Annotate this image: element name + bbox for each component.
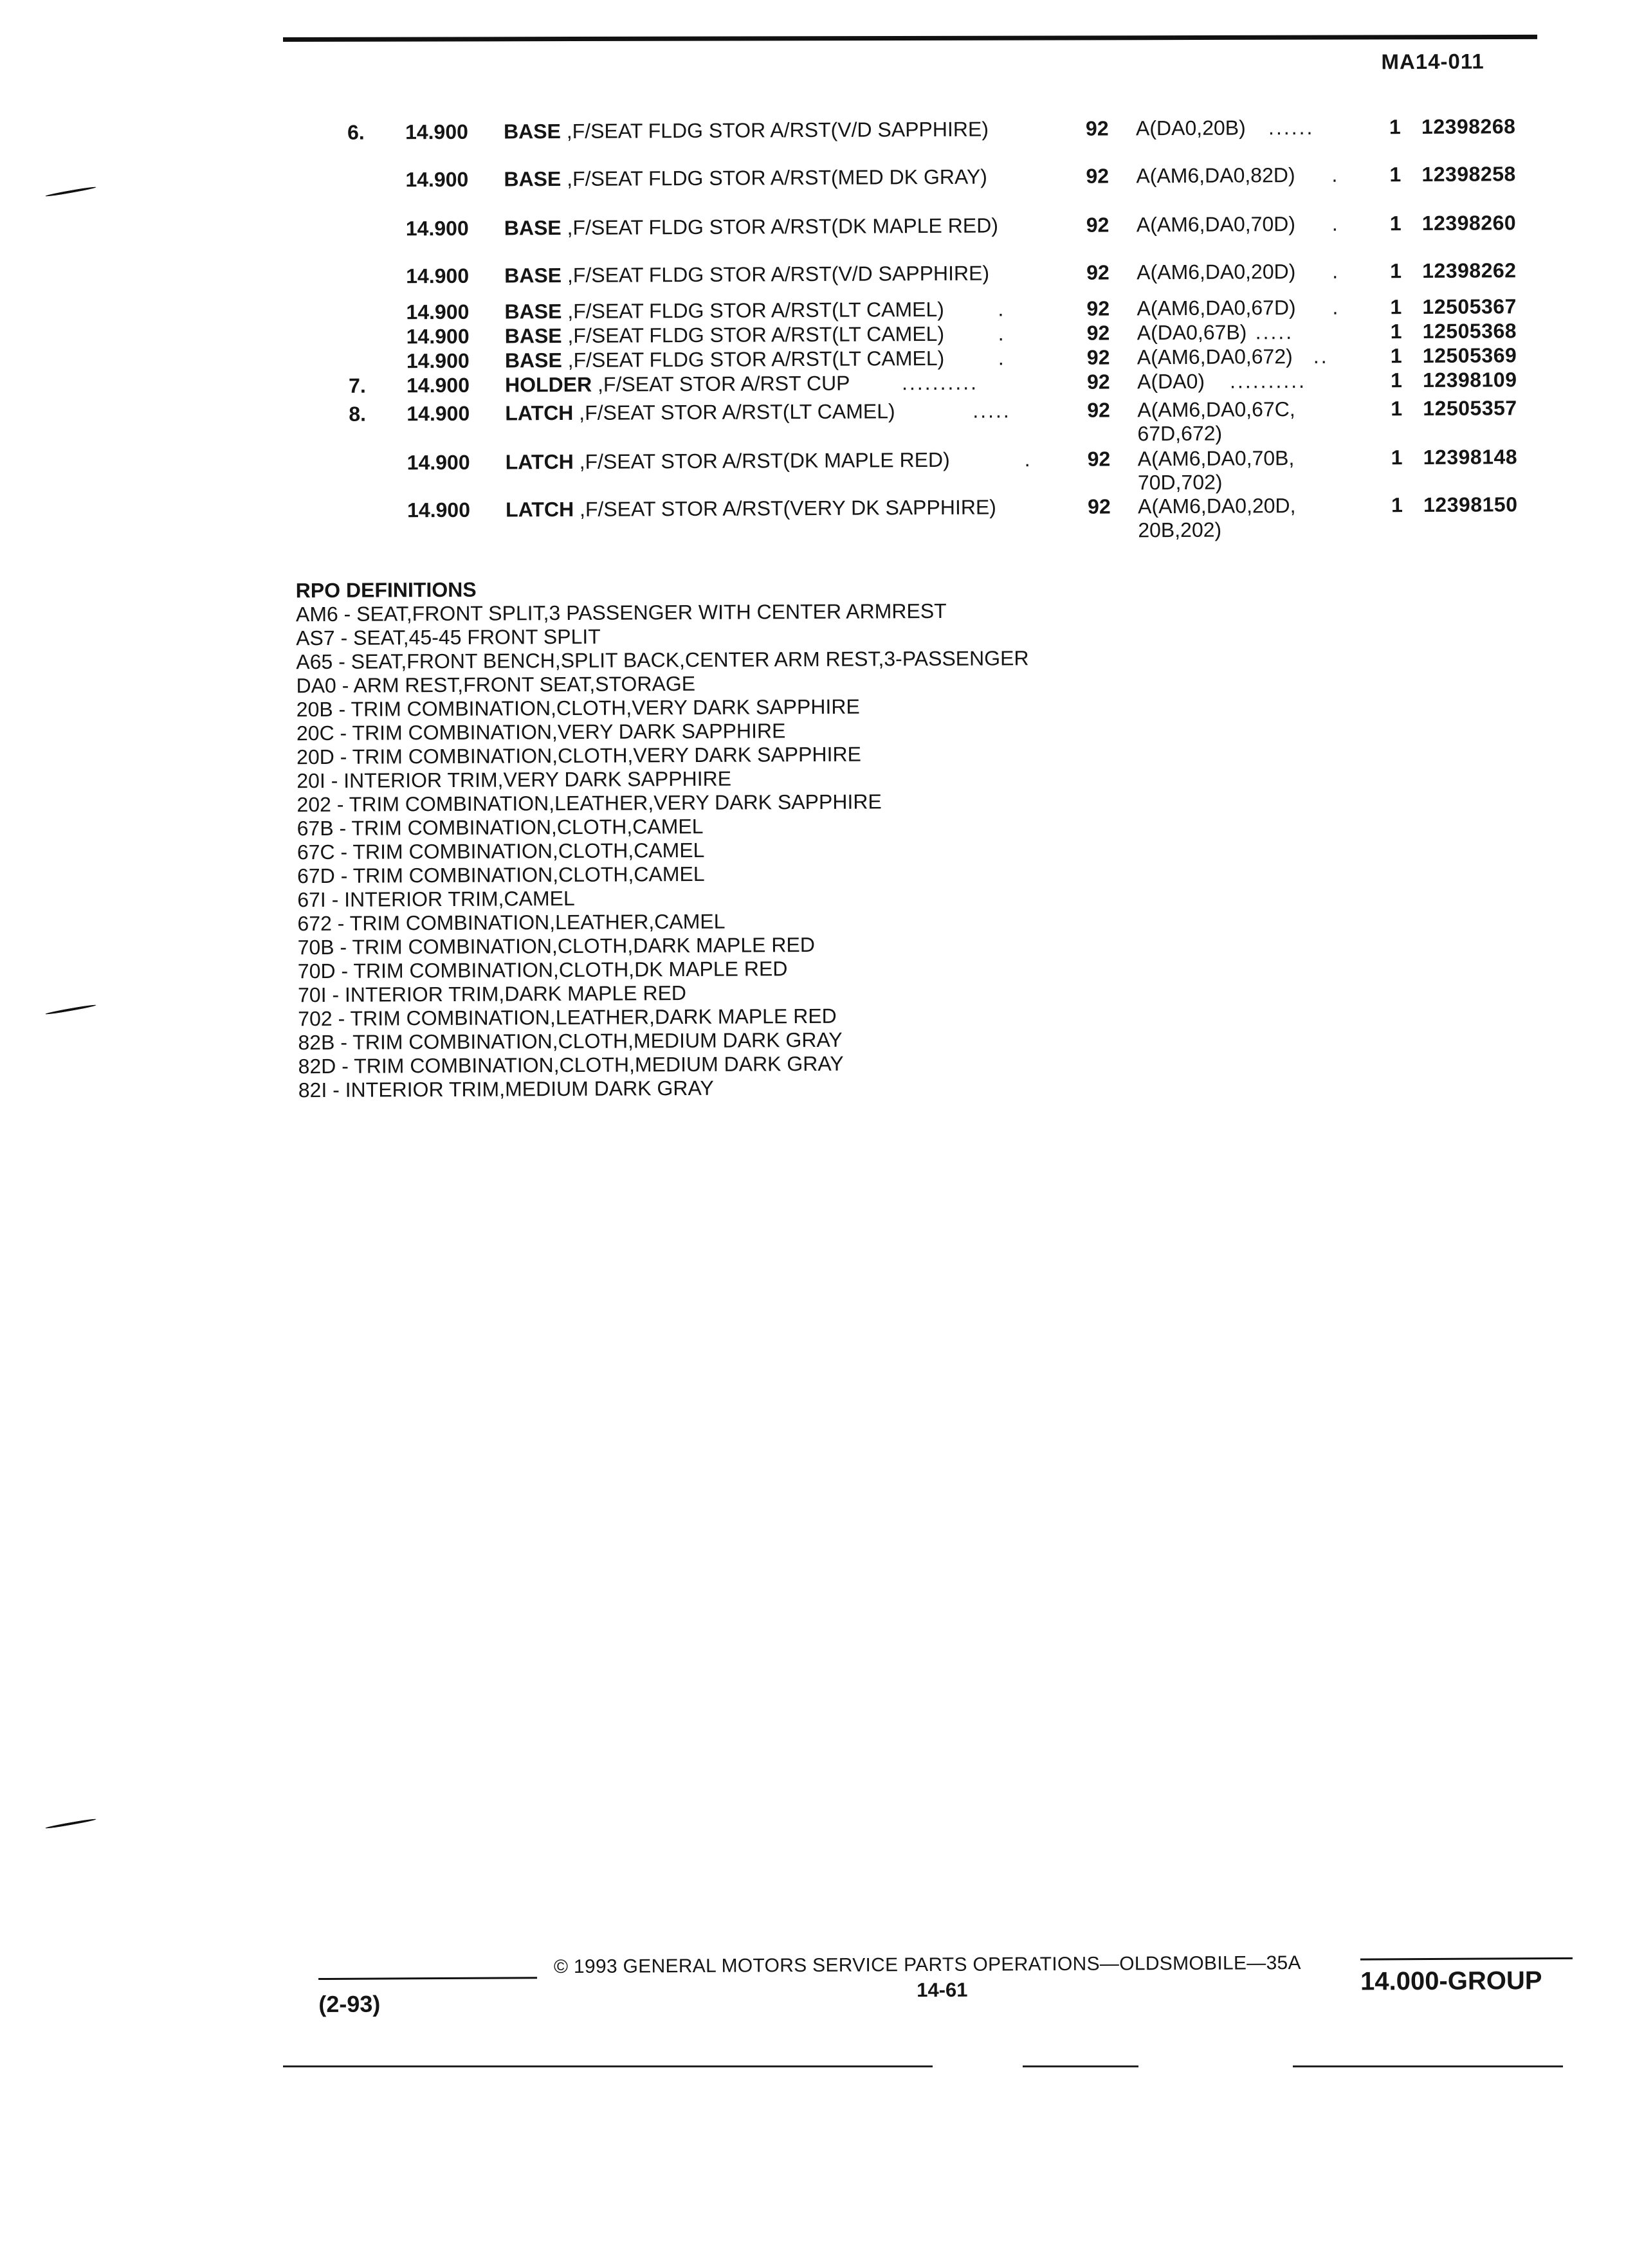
part-number: 12398260 (1422, 211, 1517, 235)
body-code: 92 (1087, 399, 1110, 422)
copyright-line: © 1993 GENERAL MOTORS SERVICE PARTS OPERATIONS—OLDSMOBILE—35A (554, 1952, 1301, 1978)
usage-code: A(AM6,DA0,67D) (1137, 295, 1368, 320)
body-code: 92 (1086, 117, 1109, 141)
rpo-item: 70B - TRIM COMBINATION,CLOTH,DARK MAPLE RED (298, 932, 1030, 959)
part-name: BASE (504, 120, 561, 143)
parts-row (1, 210, 1626, 219)
part-description (504, 261, 1070, 288)
rpo-item: 67D - TRIM COMBINATION,CLOTH,CAMEL (297, 860, 1030, 888)
rpo-item: 67B - TRIM COMBINATION,CLOTH,CAMEL (297, 813, 1030, 840)
parts-row (0, 114, 1626, 122)
leader-dots: . (1332, 260, 1340, 284)
bottom-rule-middle (1023, 2065, 1138, 2067)
leader-dots: . (1332, 296, 1340, 320)
quantity: 1 (1391, 368, 1402, 392)
rpo-item: AS7 - SEAT,45-45 FRONT SPLIT (296, 622, 1028, 650)
part-number: 12398148 (1423, 445, 1518, 469)
quantity: 1 (1390, 259, 1402, 283)
group-number: 14.900 (407, 451, 470, 475)
leader-dots: .. (1313, 345, 1329, 368)
body-code: 92 (1088, 495, 1111, 519)
part-number: 12398150 (1423, 493, 1518, 517)
parts-list (0, 0, 1625, 5)
leader-dots: . (998, 297, 1005, 321)
part-detail: ,F/SEAT FLDG STOR A/RST(LT CAMEL) (567, 298, 944, 323)
leader-dots: ..... (973, 399, 1011, 422)
part-detail: ,F/SEAT FLDG STOR A/RST(MED DK GRAY) (567, 165, 987, 190)
group-number: 14.900 (406, 374, 470, 398)
part-detail: ,F/SEAT FLDG STOR A/RST(LT CAMEL) (567, 322, 944, 347)
bottom-rule-right (1293, 2065, 1563, 2067)
group-number: 14.900 (406, 217, 469, 241)
rpo-item: 82B - TRIM COMBINATION,CLOTH,MEDIUM DARK GRAY (298, 1027, 1030, 1055)
usage-code: A(AM6,DA0,70B, 70D,702) (1138, 446, 1369, 494)
item-ref-number: 6. (347, 120, 386, 144)
part-description (504, 117, 1070, 144)
usage-code: A(DA0,67B) (1137, 320, 1369, 345)
page-number: 14-61 (917, 1979, 967, 2002)
leader-dots: . (998, 346, 1006, 370)
rpo-item: 672 - TRIM COMBINATION,LEATHER,CAMEL (297, 908, 1030, 936)
part-name: BASE (504, 216, 562, 239)
body-code: 92 (1086, 261, 1110, 285)
rpo-item: 70D - TRIM COMBINATION,CLOTH,DK MAPLE RED (298, 956, 1030, 983)
part-description (504, 213, 1070, 240)
usage-code: A(AM6,DA0,20D, 20B,202) (1138, 493, 1369, 542)
group-number: 14.900 (406, 325, 470, 349)
part-name: BASE (504, 167, 561, 190)
quantity: 1 (1391, 344, 1402, 368)
part-detail: ,F/SEAT STOR A/RST(DK MAPLE RED) (580, 448, 950, 473)
rpo-item: 202 - TRIM COMBINATION,LEATHER,VERY DARK SAPPHIRE (297, 789, 1029, 817)
part-number: 12505357 (1423, 396, 1517, 421)
usage-code: A(AM6,DA0,82D) (1136, 163, 1367, 188)
rpo-item: 67I - INTERIOR TRIM,CAMEL (297, 884, 1030, 912)
part-number: 12398109 (1423, 368, 1517, 392)
usage-code: A(DA0) (1137, 368, 1369, 394)
body-code: 92 (1087, 370, 1110, 394)
item-ref-number: 7. (349, 374, 387, 397)
group-number: 14.900 (406, 349, 470, 374)
part-description (505, 399, 895, 425)
leader-dots: ..... (1256, 320, 1294, 344)
part-name: BASE (505, 324, 562, 347)
item-ref-number: 8. (349, 402, 387, 426)
part-description (505, 347, 945, 373)
part-name: HOLDER (505, 373, 592, 397)
part-description (506, 495, 1072, 522)
group-number: 14.900 (405, 168, 468, 192)
quantity: 1 (1391, 446, 1403, 469)
rpo-item: 20I - INTERIOR TRIM,VERY DARK SAPPHIRE (297, 765, 1029, 793)
rpo-item: AM6 - SEAT,FRONT SPLIT,3 PASSENGER WITH CENTER ARMREST (296, 599, 1028, 626)
leader-dots: . (1332, 212, 1340, 236)
body-code: 92 (1088, 448, 1111, 471)
part-number: 12398262 (1422, 259, 1517, 283)
parts-row (2, 492, 1626, 500)
group-number: 14.900 (406, 300, 469, 325)
part-name: LATCH (505, 401, 573, 425)
part-number: 12505369 (1423, 343, 1517, 368)
parts-row (1, 294, 1626, 302)
parts-row (1, 258, 1626, 266)
rpo-item: 20D - TRIM COMBINATION,CLOTH,VERY DARK SAPPHIRE (297, 741, 1029, 769)
part-detail: ,F/SEAT FLDG STOR A/RST(V/D SAPPHIRE) (567, 262, 989, 287)
rpo-item: 70I - INTERIOR TRIM,DARK MAPLE RED (298, 979, 1030, 1007)
group-number: 14.900 (405, 120, 468, 145)
usage-code: A(AM6,DA0,20D) (1137, 259, 1368, 284)
rpo-heading: RPO DEFINITIONS (296, 575, 1028, 603)
quantity: 1 (1391, 493, 1403, 517)
group-number: 14.900 (406, 264, 469, 289)
quantity: 1 (1389, 115, 1401, 139)
part-detail: ,F/SEAT FLDG STOR A/RST(DK MAPLE RED) (567, 213, 999, 239)
part-detail: ,F/SEAT STOR A/RST(LT CAMEL) (579, 399, 895, 424)
part-name: BASE (504, 264, 562, 287)
leader-dots: . (1331, 163, 1339, 187)
group-label: 14.000-GROUP (1360, 1966, 1542, 1996)
part-description (504, 298, 944, 324)
quantity: 1 (1389, 163, 1401, 186)
body-code: 92 (1086, 213, 1110, 237)
body-code: 92 (1087, 322, 1110, 345)
rpo-item: A65 - SEAT,FRONT BENCH,SPLIT BACK,CENTER ARM REST,3-PASSENGER (296, 646, 1028, 674)
usage-code: A(DA0,20B) (1136, 115, 1367, 140)
usage-code: A(AM6,DA0,70D) (1137, 212, 1368, 237)
part-description (505, 322, 945, 349)
usage-code: A(AM6,DA0,672) (1137, 344, 1369, 369)
body-code: 92 (1087, 346, 1110, 370)
rpo-definitions (296, 575, 1031, 1102)
part-detail: ,F/SEAT FLDG STOR A/RST(LT CAMEL) (568, 347, 945, 372)
rpo-item: 20C - TRIM COMBINATION,VERY DARK SAPPHIRE (297, 718, 1029, 745)
usage-code: A(AM6,DA0,67C, 67D,672) (1137, 397, 1369, 446)
rpo-item: 20B - TRIM COMBINATION,CLOTH,VERY DARK SAPPHIRE (297, 694, 1029, 721)
group-number: 14.900 (407, 498, 470, 523)
leader-dots: . (998, 322, 1006, 345)
parts-row (1, 395, 1626, 404)
parts-row (2, 444, 1626, 453)
date-code: (2-93) (318, 1991, 380, 2019)
group-number: 14.900 (406, 402, 470, 426)
part-name: BASE (504, 300, 562, 323)
parts-row (0, 161, 1626, 170)
part-number: 12505367 (1422, 295, 1517, 319)
part-detail: ,F/SEAT FLDG STOR A/RST(V/D SAPPHIRE) (567, 118, 989, 143)
part-number: 12505368 (1423, 319, 1517, 343)
quantity: 1 (1390, 295, 1402, 319)
part-detail: ,F/SEAT STOR A/RST(VERY DK SAPPHIRE) (580, 495, 996, 520)
rpo-item: 702 - TRIM COMBINATION,LEATHER,DARK MAPLE RED (298, 1003, 1030, 1031)
rpo-item: 67C - TRIM COMBINATION,CLOTH,CAMEL (297, 837, 1030, 864)
rpo-item: 82D - TRIM COMBINATION,CLOTH,MEDIUM DARK GRAY (298, 1051, 1031, 1078)
part-name: LATCH (506, 450, 574, 474)
quantity: 1 (1391, 320, 1402, 343)
quantity: 1 (1391, 397, 1402, 421)
body-code: 92 (1086, 165, 1109, 188)
leader-dots: . (1025, 448, 1032, 471)
part-detail: ,F/SEAT STOR A/RST CUP (598, 372, 850, 396)
footer-rule-right (1360, 1957, 1573, 1961)
bottom-rule-left (283, 2065, 933, 2067)
footer-rule-left (318, 1977, 537, 1980)
part-description (505, 372, 850, 397)
document-id: MA14-011 (1381, 50, 1484, 75)
body-code: 92 (1086, 297, 1110, 321)
part-description (504, 165, 1070, 192)
rpo-item: 82I - INTERIOR TRIM,MEDIUM DARK GRAY (298, 1075, 1031, 1102)
rpo-list (296, 599, 1031, 1102)
leader-dots: ...... (1268, 116, 1315, 140)
part-number: 12398268 (1421, 114, 1516, 139)
leader-dots: .......... (902, 371, 978, 395)
quantity: 1 (1390, 212, 1402, 235)
part-name: BASE (505, 349, 562, 372)
part-description (506, 448, 950, 475)
rpo-item: DA0 - ARM REST,FRONT SEAT,STORAGE (296, 670, 1028, 698)
leader-dots: .......... (1230, 369, 1306, 394)
part-name: LATCH (506, 498, 574, 522)
part-number: 12398258 (1421, 162, 1516, 186)
